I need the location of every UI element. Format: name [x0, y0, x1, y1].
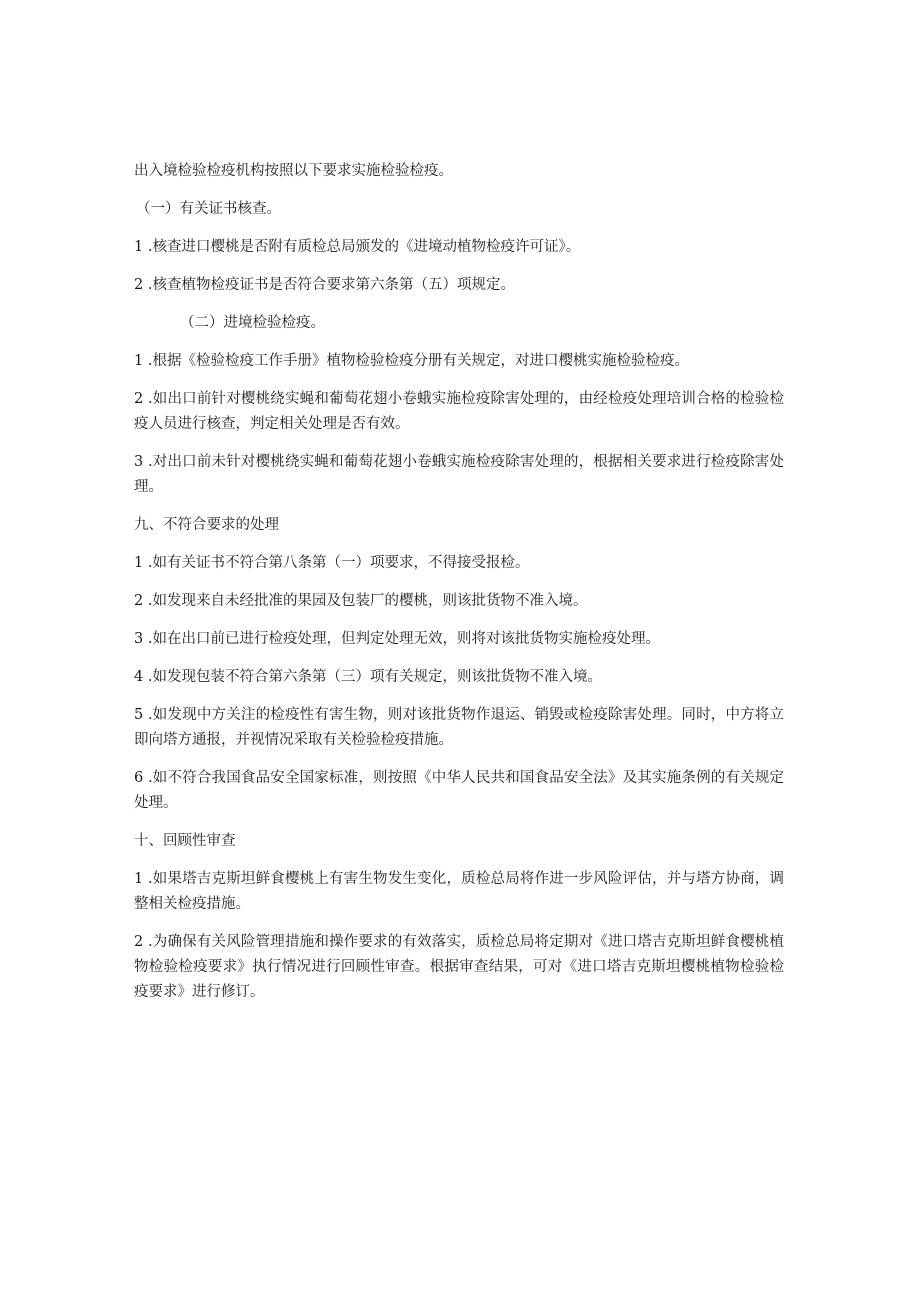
list-item: 1 .核查进口樱桃是否附有质检总局颁发的《进境动植物检疫许可证》。 — [134, 239, 581, 255]
list-item: 1 .根据《检验检疫工作手册》植物检验检疫分册有关规定，对进口樱桃实施检验检疫。 — [134, 353, 689, 369]
list-item: 5 .如发现中方关注的检疫性有害生物，则对该批货物作退运、销毁或检疫除害处理。同时，中方将立即向塔方通报，并视情况采取有关检验检疫措施。 — [134, 707, 784, 748]
heading-certificate-check: （一）有关证书核查。 — [136, 201, 281, 217]
list-item: 6 .如不符合我国食品安全国家标准，则按照《中华人民共和国食品安全法》及其实施条例的有关规定处理。 — [134, 770, 784, 811]
list-item: 4 .如发现包装不符合第六条第（三）项有关规定，则该批货物不准入境。 — [134, 669, 602, 685]
document-body — [134, 159, 784, 1005]
section-heading-nonconformity: 九、不符合要求的处理 — [134, 517, 279, 533]
list-item: 1 .如有关证书不符合第八条第（一）项要求，不得接受报检。 — [134, 555, 530, 571]
section-heading-review: 十、回顾性审查 — [134, 833, 236, 849]
list-item: 3 .如在出口前已进行检疫处理，但判定处理无效，则将对该批货物实施检疫处理。 — [134, 631, 660, 647]
list-item: 2 .为确保有关风险管理措施和操作要求的有效落实，质检总局将定期对《进口塔吉克斯坦鲜食樱桃植物检验检疫要求》执行情况进行回顾性审查。根据审查结果，可对《进口塔吉克斯坦樱桃植物检验检疫要求》进行修订。 — [134, 934, 784, 1000]
list-item: 2 .核查植物检疫证书是否符合要求第六条第（五）项规定。 — [134, 277, 515, 293]
paragraph-intro: 出入境检验检疫机构按照以下要求实施检验检疫。 — [134, 163, 453, 179]
list-item: 3 .对出口前未针对樱桃绕实蝇和葡萄花翅小卷蛾实施检疫除害处理的，根据相关要求进行检疫除害处理。 — [134, 454, 784, 495]
list-item: 2 .如出口前针对樱桃绕实蝇和葡萄花翅小卷蛾实施检疫除害处理的，由经检疫处理培训合格的检验检疫人员进行核查，判定相关处理是否有效。 — [134, 391, 784, 432]
heading-entry-inspection: （二）进境检验检疫。 — [180, 315, 325, 331]
list-item: 2 .如发现来自未经批准的果园及包装厂的樱桃，则该批货物不准入境。 — [134, 593, 588, 609]
list-item: 1 .如果塔吉克斯坦鲜食樱桃上有害生物发生变化，质检总局将作进一步风险评估，并与塔方协商，调整相关检疫措施。 — [134, 871, 784, 912]
